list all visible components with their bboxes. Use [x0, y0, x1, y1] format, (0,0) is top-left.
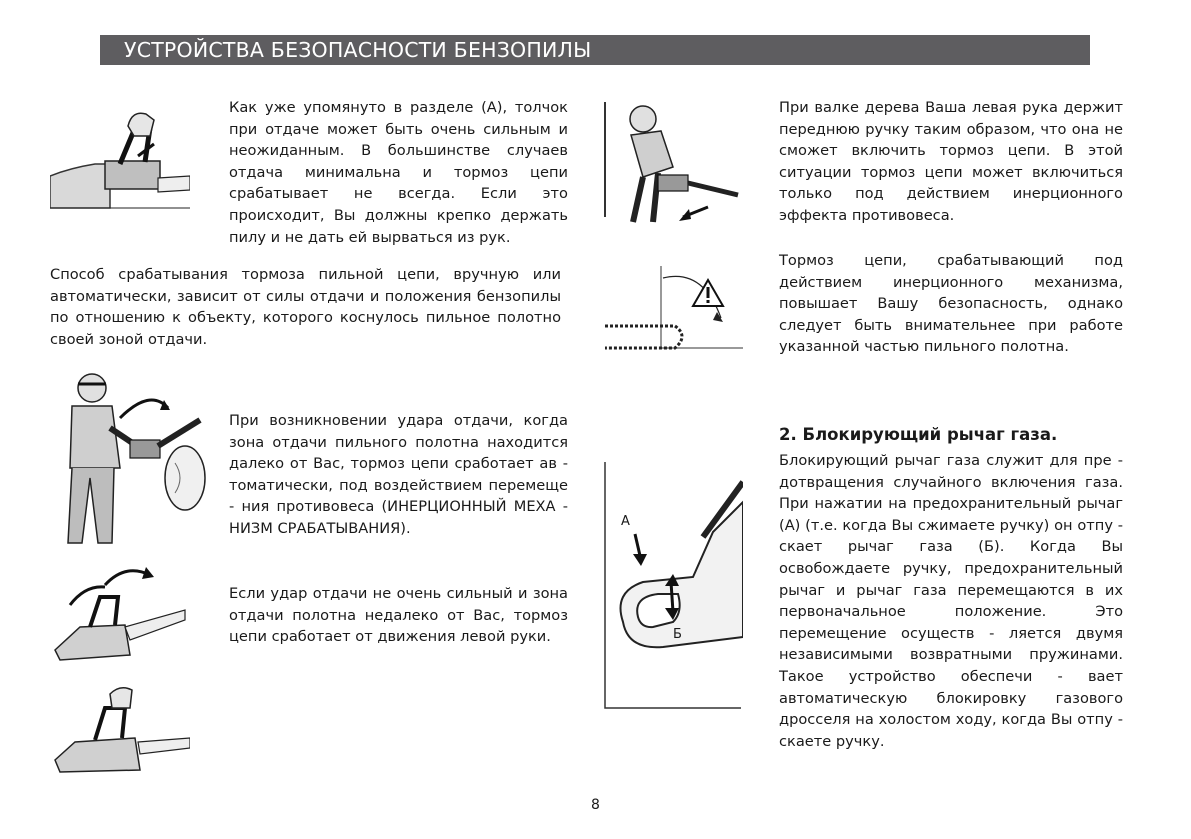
left-hand-brake-text: Если удар отдачи не очень сильный и зона отдачи полотна недалеко от Вас, тормоз цепи сработает от движения левой руки.: [229, 585, 568, 646]
throttle-lock-text: Блокирующий рычаг газа служит для пре - дотвращения случайного включения газа. При нажатии на предохранительный рычаг (А) (т.е. когда Вы сжимаете ручку) он отпу - скает рычаг газа (Б). Когда Вы освобождаете ручку, предохранительный рычаг и рычаг газа перемещаются в их первоначальное положение. Это перемещение осуществ - ляется двумя независимыми возвратными пружинами. Такое устройство обеспечи - вает автоматическую блокировку газового дросселя на холостом ходу, когда Вы отпу - скаете ручку.: [779, 452, 1123, 750]
figure-hand-on-brake: [50, 106, 190, 216]
figure-hand-grip: [50, 680, 190, 780]
inertia-safety-text: Тормоз цепи, срабатывающий под действием инерционного механизма, повышает Вашу безопасность, однако следует быть внимательнее при работе указанной частью пильного полотна.: [779, 252, 1123, 356]
felling-text: При валке дерева Ваша левая рука держит переднюю ручку таким образом, что она не сможет включить тормоз цепи. В этой ситуации тормоз цепи может включиться только под действием инерционного эффекта противовеса.: [779, 99, 1123, 224]
inertia-trigger-text: При возникновении удара отдачи, когда зона отдачи пильного полотна находится далеко от Вас, тормоз цепи сработает ав - томатически, под воздействием перемеще - ния противовеса (ИНЕРЦИОННЫЙ МЕХА - НИЗМ СРАБАТЫВАНИЯ).: [229, 412, 568, 537]
figure-left-hand-brake: [50, 555, 190, 670]
figure-operator-kickback: [50, 368, 210, 553]
brake-activation-text: Способ срабатывания тормоза пильной цепи, вручную или автоматически, зависит от силы отдачи и положения бензопилы по отношению к объекту, которого коснулось пильное полотно своей зоной отдачи.: [50, 266, 561, 348]
figure-kickback-zone: [603, 248, 743, 363]
label-lever-b: Б: [673, 627, 682, 642]
label-lever-a: А: [621, 514, 630, 529]
kickback-intro-text: Как уже упомянуто в разделе (А), толчок при отдаче может быть очень сильным и неожиданным. В большинстве случаев отдача минимальна и тормоз цепи срабатывает не всегда. Если это происходит, Вы должны крепко держать пилу и не дать ей вырваться из рук.: [229, 99, 568, 246]
figure-felling: [603, 97, 743, 227]
page-title: УСТРОЙСТВА БЕЗОПАСНОСТИ БЕНЗОПИЛЫ: [100, 35, 1090, 65]
page-number: 8: [591, 797, 600, 813]
section-heading-throttle-lock: 2. Блокирующий рычаг газа.: [779, 425, 1058, 444]
figure-throttle-lock: [603, 462, 743, 710]
